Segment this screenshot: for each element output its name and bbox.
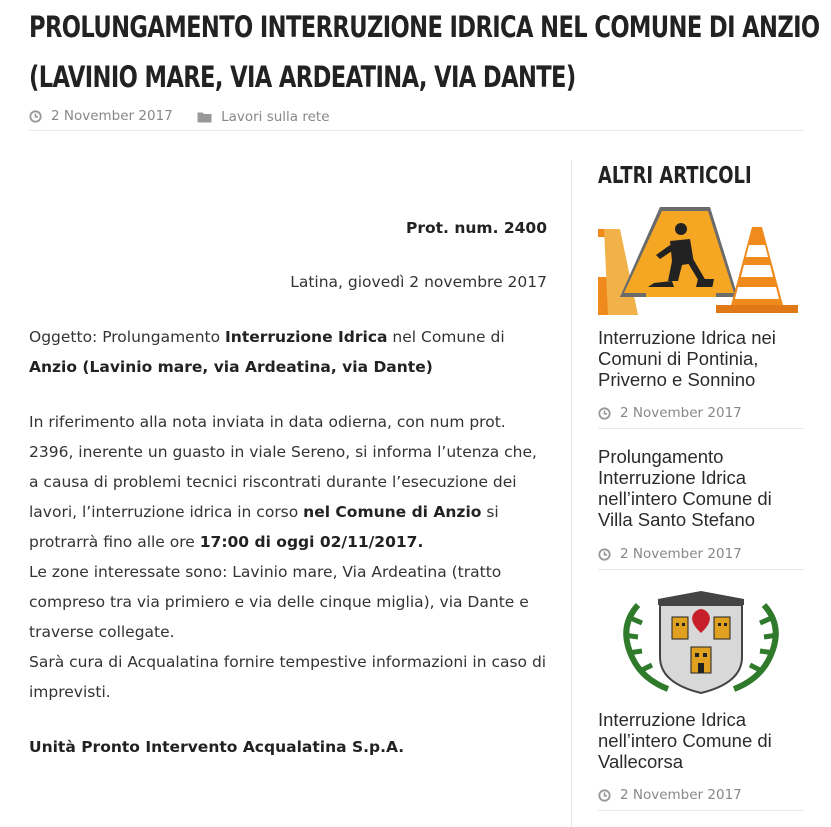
sidebar-post-2[interactable]	[598, 446, 804, 570]
clock-icon	[598, 407, 611, 420]
article-date-text: 2 November 2017	[51, 108, 173, 124]
article-content	[29, 160, 547, 762]
article-title-line-1: PROLUNGAMENTO INTERRUZIONE IDRICA NEL COMUNE DI ANZIO	[29, 10, 820, 44]
sidebar-post-title[interactable]: Interruzione Idrica nell’intero Comune di Vallecorsa	[598, 709, 772, 772]
signature: Unità Pronto Intervento Acqualatina S.p.A.	[29, 738, 405, 756]
body-paragraph: In riferimento alla nota inviata in data odierna, con num prot. 2396, inerente un guasto in viale Sereno, si informa l’utenza che, a causa di problemi tecnici riscontrati durante l’esecuzione dei lavori, l’interruzione idrica in corso nel Comune di Anzio si protrarrà fino alle ore 17:00 di oggi 02/11/2017. Le zone interessate sono: Lavinio mare, Via Ardeatina (tratto compreso tra via primiero e via delle cinque miglia), via Dante e traverse collegate. Sarà cura di Acqualatina fornire tempestive informazioni in caso di imprevisti.	[29, 413, 547, 701]
sidebar-post-title[interactable]: Prolungamento Interruzione Idrica nell’intero Comune di Villa Santo Stefano	[598, 446, 772, 530]
protocol-number: Prot. num. 2400	[406, 219, 547, 237]
sidebar-post-date: 2 November 2017	[598, 539, 804, 570]
folder-icon	[197, 111, 212, 123]
place-date: Latina, giovedì 2 novembre 2017	[290, 273, 547, 291]
clock-icon	[598, 548, 611, 561]
article-title	[29, 2, 820, 102]
coat-of-arms-thumbnail[interactable]	[598, 587, 804, 697]
clock-icon	[29, 110, 42, 123]
sidebar-post-3[interactable]	[598, 587, 804, 811]
article-meta	[29, 106, 804, 131]
sidebar	[598, 155, 804, 803]
clock-icon	[598, 789, 611, 802]
article-title-line-2: (LAVINIO MARE, VIA ARDEATINA, VIA DANTE)	[29, 60, 576, 94]
road-works-thumbnail[interactable]	[598, 205, 804, 315]
sidebar-post-title[interactable]: Interruzione Idrica nei Comuni di Pontinia, Priverno e Sonnino	[598, 327, 776, 390]
sidebar-post-1[interactable]	[598, 205, 804, 429]
sidebar-title: ALTRI ARTICOLI	[598, 163, 752, 189]
sidebar-post-date: 2 November 2017	[598, 398, 804, 429]
sidebar-divider	[571, 160, 572, 827]
article-date	[29, 106, 173, 126]
subject-paragraph: Oggetto: Prolungamento Interruzione Idrica nel Comune di Anzio (Lavinio mare, via Ardeatina, via Dante)	[29, 328, 505, 376]
sidebar-post-date: 2 November 2017	[598, 780, 804, 811]
article-category-link[interactable]: Lavori sulla rete	[221, 108, 330, 125]
article-category[interactable]	[197, 107, 329, 127]
